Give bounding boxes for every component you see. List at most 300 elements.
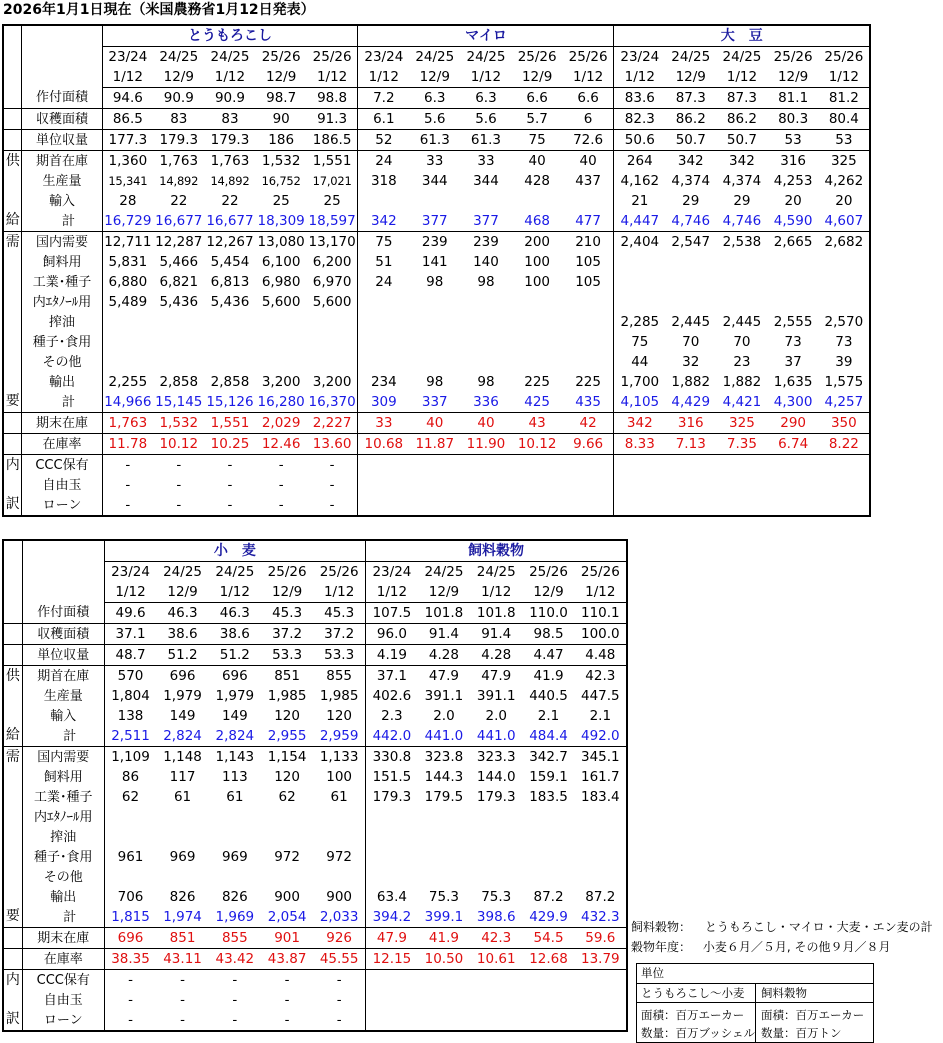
data-cell: 2,858 — [159, 373, 199, 390]
table-row — [3, 686, 627, 706]
year-header: 25/26 — [517, 48, 557, 65]
data-cell — [575, 970, 627, 991]
data-cell — [256, 352, 307, 372]
data-cell — [366, 990, 418, 1010]
data-cell — [665, 272, 716, 292]
data-cell: 73 — [784, 333, 802, 350]
data-cell — [104, 867, 156, 887]
data-cell: 179.3 — [476, 788, 516, 805]
data-cell — [522, 990, 574, 1010]
data-cell: 75.3 — [428, 888, 459, 905]
data-cell: 43.11 — [156, 949, 208, 970]
data-cell: 447.5 — [581, 687, 620, 704]
data-cell — [358, 352, 409, 372]
data-cell — [460, 191, 511, 211]
data-cell: 161.7 — [581, 768, 620, 785]
data-cell — [768, 495, 819, 516]
data-cell: 37.1 — [104, 624, 156, 645]
section-char: 需 — [5, 749, 20, 765]
data-cell: 2,555 — [773, 313, 813, 330]
data-cell: 2.0 — [433, 707, 455, 724]
data-cell: 851 — [156, 928, 208, 949]
data-cell: 61.3 — [409, 130, 460, 151]
row-label: 自由玉 — [22, 475, 102, 495]
data-cell: 6.6 — [563, 88, 614, 109]
date-header: 12/9 — [409, 67, 460, 88]
data-cell: 24 — [358, 272, 409, 292]
data-cell: 16,729 — [102, 211, 153, 232]
data-cell: 90.9 — [204, 88, 255, 109]
year-header: 25/26 — [267, 563, 307, 580]
date-header: 12/9 — [522, 582, 574, 603]
date-header: 12/9 — [768, 67, 819, 88]
crop-header: マイロ — [358, 25, 614, 47]
data-cell — [261, 807, 313, 827]
data-cell: 86.5 — [102, 109, 153, 130]
data-cell: 61.3 — [460, 130, 511, 151]
data-cell — [819, 495, 870, 516]
data-cell: 50.6 — [614, 130, 665, 151]
data-cell: 4,421 — [716, 392, 767, 413]
date-header: 1/12 — [307, 67, 358, 88]
data-cell: 4,300 — [768, 392, 819, 413]
data-cell: 5.7 — [512, 109, 563, 130]
row-label: 計 — [22, 211, 102, 232]
date-header: 12/9 — [261, 582, 313, 603]
row-label: 期首在庫 — [22, 151, 102, 172]
date-header: 12/9 — [153, 67, 204, 88]
data-cell: 1,575 — [824, 373, 864, 390]
data-cell: - — [329, 476, 335, 493]
unit-legend-divider — [755, 984, 756, 1042]
table-row — [3, 191, 870, 211]
data-cell: 98.8 — [307, 88, 358, 109]
data-cell: 6.6 — [512, 88, 563, 109]
data-cell: - — [278, 476, 284, 493]
data-cell: 5,831 — [108, 253, 148, 270]
data-cell: 16,752 — [261, 173, 301, 188]
section-cell — [3, 130, 22, 151]
data-cell — [512, 312, 563, 332]
data-cell: 48.7 — [104, 645, 156, 666]
data-cell: 1,532 — [153, 413, 204, 434]
row-label: 生産量 — [22, 686, 104, 706]
unit-legend-left-qty: 数量：百万ブッシェル — [641, 1026, 755, 1040]
section-char: 給 — [5, 212, 20, 228]
data-cell: 1,763 — [159, 152, 199, 169]
data-cell: 972 — [274, 848, 300, 865]
data-cell: - — [125, 476, 131, 493]
data-cell: 10.50 — [418, 949, 470, 970]
row-label: 期末在庫 — [22, 413, 102, 434]
row-label: 輸入 — [22, 191, 102, 211]
data-cell: 316 — [780, 152, 807, 169]
year-header: 23/24 — [111, 563, 150, 580]
data-cell — [460, 495, 511, 516]
data-cell — [512, 455, 563, 476]
data-cell: 570 — [117, 667, 144, 684]
data-cell: 6,821 — [159, 273, 199, 290]
data-cell — [665, 495, 716, 516]
data-cell: 2,445 — [671, 313, 711, 330]
data-cell: 110.1 — [575, 603, 627, 624]
data-cell — [418, 990, 470, 1010]
section-cell — [3, 624, 22, 645]
data-cell: 33 — [477, 152, 495, 169]
data-cell: - — [128, 991, 133, 1008]
table-row — [3, 455, 870, 476]
date-header: 12/9 — [256, 67, 307, 88]
year-header: 24/25 — [424, 563, 464, 580]
year-header: 23/24 — [358, 47, 409, 68]
data-cell: 45.55 — [313, 949, 365, 970]
section-cell — [3, 645, 22, 666]
data-cell: 855 — [209, 928, 261, 949]
row-label: 在庫率 — [22, 434, 102, 455]
table-row — [3, 495, 870, 516]
date-header: 1/12 — [366, 582, 418, 603]
data-cell: 972 — [326, 848, 353, 865]
data-cell: 100 — [524, 273, 551, 290]
data-cell: 13.60 — [307, 434, 358, 455]
data-cell: 120 — [274, 768, 300, 785]
data-cell — [522, 847, 574, 867]
data-cell — [563, 191, 614, 211]
row-label: 国内需要 — [22, 232, 102, 253]
data-cell: 94.6 — [102, 88, 153, 109]
row-label: 作付面積 — [22, 88, 102, 109]
data-cell: 52 — [358, 130, 409, 151]
data-cell: 1,551 — [204, 413, 255, 434]
data-cell: 6.1 — [358, 109, 409, 130]
crop-year-note — [631, 938, 890, 955]
table-row — [3, 434, 870, 455]
table-row — [3, 807, 627, 827]
data-cell — [256, 332, 307, 352]
table-row — [3, 928, 627, 949]
feed-grains-note-text: とうもろこし・マイロ・大麦・エン麦の計 — [704, 920, 933, 934]
data-cell: 4,262 — [824, 172, 864, 189]
data-cell: 441.0 — [418, 726, 470, 747]
data-cell: 13,080 — [257, 233, 305, 250]
row-label: 内ｴﾀﾉｰﾙ用 — [22, 807, 104, 827]
year-header: 24/25 — [476, 563, 516, 580]
data-cell: 696 — [104, 928, 156, 949]
data-cell: 10.68 — [358, 434, 409, 455]
table-row — [3, 867, 627, 887]
data-cell — [665, 475, 716, 495]
data-cell: 330.8 — [366, 747, 418, 768]
data-cell — [470, 1010, 522, 1031]
corner-cell — [3, 25, 22, 88]
data-cell: 5,600 — [261, 293, 301, 310]
data-cell: 323.8 — [424, 748, 464, 765]
data-cell: 5,436 — [159, 293, 199, 310]
date-header: 12/9 — [156, 582, 208, 603]
year-header: 25/26 — [319, 563, 359, 580]
data-cell — [366, 970, 418, 991]
data-cell — [307, 332, 358, 352]
date-header: 1/12 — [104, 582, 156, 603]
row-label: 作付面積 — [22, 603, 104, 624]
data-cell — [153, 312, 204, 332]
year-header: 25/26 — [312, 48, 352, 65]
data-cell: 53 — [819, 130, 870, 151]
data-cell — [204, 352, 255, 372]
data-cell: 344 — [473, 172, 499, 189]
row-label: 計 — [22, 392, 102, 413]
table-row — [3, 332, 870, 352]
data-cell: 51.2 — [209, 645, 261, 666]
section-cell — [3, 434, 22, 455]
data-cell — [418, 827, 470, 847]
data-cell: 46.3 — [209, 603, 261, 624]
data-cell: 38.6 — [156, 624, 208, 645]
data-cell: 51 — [358, 252, 409, 272]
data-cell: 6,880 — [108, 273, 148, 290]
data-cell: 10.12 — [153, 434, 204, 455]
data-cell: 20 — [835, 192, 853, 209]
data-cell: 2,227 — [307, 413, 358, 434]
table-row — [3, 109, 870, 130]
data-cell: 42.3 — [585, 667, 616, 684]
data-cell: 377 — [409, 211, 460, 232]
corner-cell — [22, 25, 102, 88]
table-row — [3, 232, 870, 253]
data-cell: 100 — [326, 768, 353, 785]
data-cell: 2,404 — [614, 232, 665, 253]
row-label: ローン — [22, 1010, 104, 1031]
table-row — [3, 211, 870, 232]
data-cell — [209, 827, 261, 847]
table-row — [3, 413, 870, 434]
data-cell: 117 — [169, 768, 196, 785]
data-cell — [358, 475, 409, 495]
data-cell: - — [128, 971, 133, 988]
data-cell: 1,763 — [210, 152, 250, 169]
corner-cell — [3, 540, 22, 603]
row-label: 単位収量 — [22, 645, 104, 666]
data-cell: 100.0 — [575, 624, 627, 645]
data-cell: 696 — [221, 667, 248, 684]
year-header: 25/26 — [529, 563, 568, 580]
data-cell: 75.3 — [481, 888, 512, 905]
data-cell — [409, 475, 460, 495]
data-cell: 7.2 — [358, 88, 409, 109]
data-cell: 8.33 — [614, 434, 665, 455]
data-cell: 4,746 — [665, 211, 716, 232]
data-cell — [418, 807, 470, 827]
data-cell — [313, 807, 365, 827]
row-label: 生産量 — [22, 171, 102, 191]
data-cell: 901 — [261, 928, 313, 949]
data-cell: - — [227, 476, 233, 493]
data-cell: 98.7 — [256, 88, 307, 109]
data-cell: 40 — [528, 152, 546, 169]
table-row — [3, 151, 870, 172]
data-cell — [819, 455, 870, 476]
section-char: 給 — [5, 727, 20, 743]
data-cell — [563, 495, 614, 516]
data-cell: 342 — [358, 211, 409, 232]
section-cell — [3, 928, 22, 949]
supply-demand-table-wheat-feedgrains — [2, 539, 628, 1032]
data-cell: 98 — [477, 373, 495, 390]
data-cell: 140 — [473, 253, 499, 270]
data-cell — [563, 332, 614, 352]
data-cell: 391.1 — [424, 687, 464, 704]
data-cell: 16,370 — [307, 392, 358, 413]
data-cell — [366, 847, 418, 867]
data-cell: 6.3 — [409, 88, 460, 109]
table-row — [3, 130, 870, 151]
data-cell: - — [261, 1010, 313, 1031]
data-cell — [575, 807, 627, 827]
data-cell: 344 — [421, 172, 448, 189]
data-cell: 961 — [117, 848, 144, 865]
section-label-supply — [3, 151, 22, 232]
corner-cell — [22, 540, 104, 603]
data-cell: 87.2 — [533, 888, 564, 905]
data-cell: 290 — [768, 413, 819, 434]
data-cell: 5,466 — [159, 253, 199, 270]
data-cell — [102, 352, 153, 372]
data-cell — [313, 867, 365, 887]
data-cell: 468 — [512, 211, 563, 232]
row-label: 収穫面積 — [22, 109, 102, 130]
section-label-demand — [3, 232, 22, 413]
data-cell: 21 — [614, 191, 665, 211]
data-cell: 394.2 — [366, 907, 418, 928]
table-row — [3, 312, 870, 332]
section-char: 供 — [5, 668, 20, 684]
data-cell — [366, 807, 418, 827]
data-cell: 7.35 — [716, 434, 767, 455]
data-cell: 4,257 — [819, 392, 870, 413]
data-cell — [358, 312, 409, 332]
data-cell: 239 — [473, 233, 499, 250]
data-cell: 12.15 — [366, 949, 418, 970]
year-header: 24/25 — [163, 563, 202, 580]
data-cell: 5.6 — [460, 109, 511, 130]
data-cell: 855 — [326, 667, 353, 684]
data-cell: 9.66 — [563, 434, 614, 455]
data-cell: - — [313, 1010, 365, 1031]
data-cell: 477 — [563, 211, 614, 232]
data-cell: 149 — [221, 707, 248, 724]
data-cell — [409, 292, 460, 312]
data-cell: 323.3 — [476, 748, 516, 765]
year-header-row — [3, 47, 870, 68]
data-cell: 90 — [256, 109, 307, 130]
data-cell — [366, 1010, 418, 1031]
data-cell: 391.1 — [476, 687, 516, 704]
data-cell — [460, 475, 511, 495]
section-cell — [3, 949, 22, 970]
data-cell: 12,287 — [155, 233, 203, 250]
data-cell: 1,969 — [209, 907, 261, 928]
data-cell: 75 — [614, 332, 665, 352]
data-cell: 87.2 — [585, 888, 616, 905]
data-cell: 40 — [579, 152, 597, 169]
data-cell: 86.2 — [665, 109, 716, 130]
data-cell: 1,635 — [773, 373, 813, 390]
data-cell: 87.3 — [665, 88, 716, 109]
data-cell — [614, 272, 665, 292]
data-cell: 37.1 — [366, 666, 418, 687]
data-cell — [366, 827, 418, 847]
data-cell: - — [176, 456, 182, 473]
data-cell — [614, 495, 665, 516]
year-header: 25/26 — [580, 563, 620, 580]
data-cell: 45.3 — [261, 603, 313, 624]
data-cell: 33 — [426, 152, 444, 169]
data-cell: - — [232, 991, 238, 1008]
data-cell: 105 — [575, 253, 601, 270]
unit-legend-box — [636, 963, 874, 1043]
data-cell: 342 — [677, 152, 704, 169]
date-header: 1/12 — [716, 67, 767, 88]
data-cell — [522, 1010, 574, 1031]
year-header: 24/25 — [671, 48, 711, 65]
data-cell: 4,429 — [665, 392, 716, 413]
data-cell — [313, 827, 365, 847]
data-cell: 44 — [614, 352, 665, 372]
data-cell: 1,148 — [163, 748, 202, 765]
crop-year-note-text: 小麦６月／５月, その他９月／８月 — [702, 940, 891, 954]
data-cell: 12,267 — [206, 233, 254, 250]
data-cell: 33 — [358, 413, 409, 434]
data-cell: 43.42 — [209, 949, 261, 970]
data-cell: 1,133 — [319, 748, 359, 765]
data-cell — [409, 495, 460, 516]
data-cell: 5,600 — [312, 293, 352, 310]
data-cell: 50.7 — [716, 130, 767, 151]
data-cell: 377 — [460, 211, 511, 232]
section-char: 要 — [5, 393, 20, 409]
section-cell — [3, 603, 22, 624]
data-cell: 179.3 — [204, 130, 255, 151]
data-cell: 6.74 — [768, 434, 819, 455]
row-label: 工業･種子 — [22, 787, 104, 807]
section-cell — [3, 413, 22, 434]
data-cell — [522, 867, 574, 887]
data-cell: - — [284, 991, 290, 1008]
data-cell: 15,341 — [108, 173, 148, 188]
data-cell: 399.1 — [418, 907, 470, 928]
data-cell: 46.3 — [156, 603, 208, 624]
table-row — [3, 747, 627, 768]
data-cell: 3,200 — [261, 373, 301, 390]
table-row — [3, 907, 627, 928]
data-cell: 23 — [733, 353, 751, 370]
data-cell: 186 — [256, 130, 307, 151]
data-cell: 18,597 — [307, 211, 358, 232]
data-cell — [470, 970, 522, 991]
data-cell: 29 — [733, 192, 751, 209]
data-cell: 4.19 — [366, 645, 418, 666]
data-cell: 7.13 — [665, 434, 716, 455]
data-cell: - — [102, 495, 153, 516]
data-cell — [204, 312, 255, 332]
table-row — [3, 292, 870, 312]
data-cell — [156, 827, 208, 847]
data-cell — [460, 292, 511, 312]
section-label-demand — [3, 747, 22, 928]
data-cell: 53 — [768, 130, 819, 151]
table-row — [3, 767, 627, 787]
data-cell: 110.0 — [522, 603, 574, 624]
